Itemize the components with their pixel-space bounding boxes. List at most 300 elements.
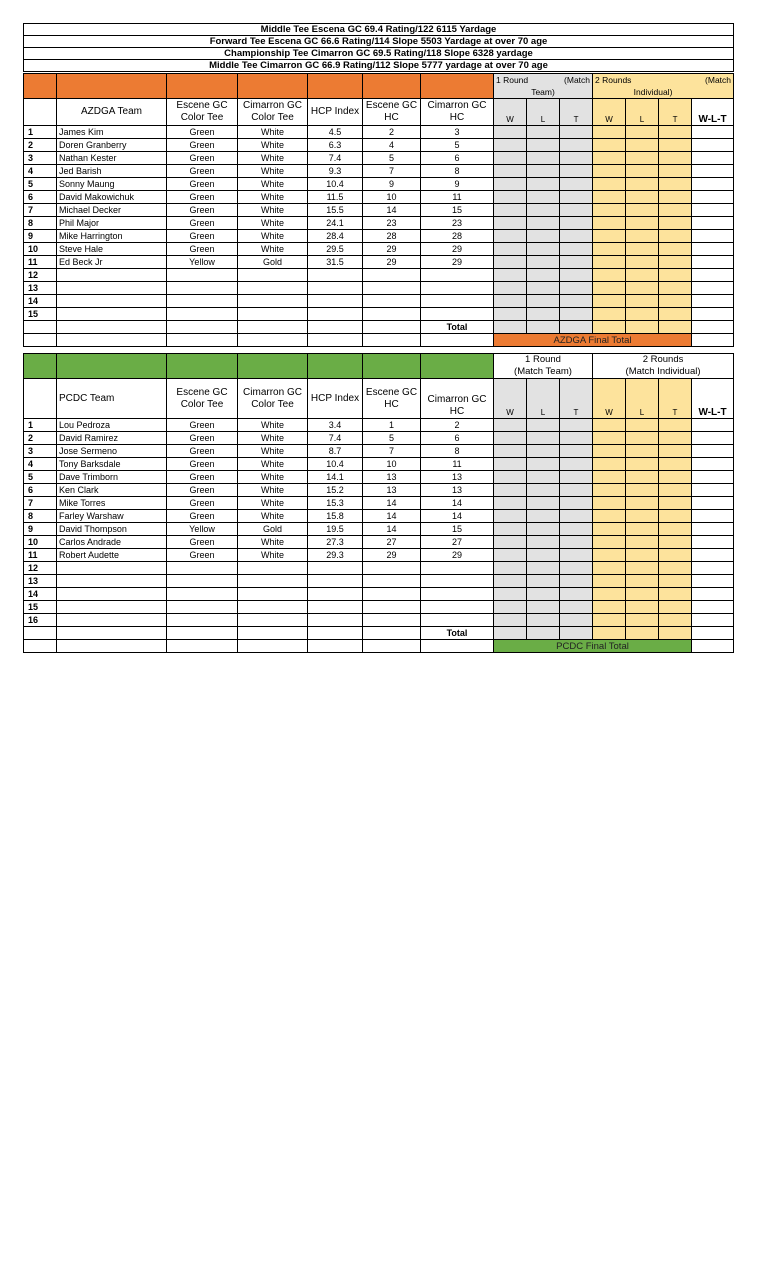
round2-l-cell[interactable]	[626, 282, 659, 295]
escena-hc: 14	[363, 204, 421, 217]
round1-w-cell[interactable]	[494, 165, 527, 178]
azdga-cimarron-hc-header: Cimarron GC HC	[421, 99, 494, 126]
pcdc-escena-hc-header: Escene GC HC	[363, 379, 421, 419]
round2-w-cell[interactable]	[593, 484, 626, 497]
round2-t-cell[interactable]	[659, 588, 692, 601]
player-number: 16	[24, 614, 57, 627]
player-number: 14	[24, 588, 57, 601]
wlt-cell[interactable]	[692, 139, 734, 152]
azdga-round1-label-a: 1 Round	[496, 75, 529, 85]
pcdc-total-cell[interactable]	[692, 627, 734, 640]
round1-l-cell[interactable]	[527, 282, 560, 295]
round2-w-cell[interactable]	[593, 295, 626, 308]
round2-t-cell[interactable]	[659, 139, 692, 152]
round2-t-cell[interactable]	[659, 217, 692, 230]
wlt-cell[interactable]	[692, 217, 734, 230]
round2-t-cell[interactable]	[659, 549, 692, 562]
round1-l-cell[interactable]	[527, 445, 560, 458]
round2-t-cell[interactable]	[659, 497, 692, 510]
round2-t-cell[interactable]	[659, 471, 692, 484]
round1-t-cell[interactable]	[560, 458, 593, 471]
round1-w-cell[interactable]	[494, 601, 527, 614]
round2-l-cell[interactable]	[626, 191, 659, 204]
wlt-cell[interactable]	[692, 536, 734, 549]
tee-info-line-3: Championship Tee Cimarron GC 69.5 Rating/118 Slope 6328 yardage	[24, 48, 734, 60]
round2-t-cell[interactable]	[659, 523, 692, 536]
pcdc-total-cell[interactable]	[527, 627, 560, 640]
round1-w-cell[interactable]	[494, 458, 527, 471]
wlt-cell[interactable]	[692, 562, 734, 575]
round2-t-cell[interactable]	[659, 204, 692, 217]
azdga-total-cell[interactable]	[560, 321, 593, 334]
hcp-index: 28.4	[308, 230, 363, 243]
round2-w-cell[interactable]	[593, 471, 626, 484]
pcdc-final-row-cell[interactable]	[692, 640, 734, 653]
azdga-total-cell[interactable]	[593, 321, 626, 334]
player-row	[24, 458, 734, 471]
round2-l-cell[interactable]	[626, 536, 659, 549]
escena-color-tee: Green	[167, 217, 238, 230]
player-row	[24, 243, 734, 256]
round1-w-cell[interactable]	[494, 549, 527, 562]
round1-w-cell[interactable]	[494, 204, 527, 217]
round2-t-cell[interactable]	[659, 614, 692, 627]
escena-color-tee	[167, 601, 238, 614]
round2-l-cell[interactable]	[626, 601, 659, 614]
round2-t-cell[interactable]	[659, 152, 692, 165]
round2-w-cell[interactable]	[593, 126, 626, 139]
round2-l-cell[interactable]	[626, 471, 659, 484]
round1-l-cell[interactable]	[527, 549, 560, 562]
cimarron-color-tee: White	[238, 178, 308, 191]
azdga-final-row-cell[interactable]	[692, 334, 734, 347]
round2-w-cell[interactable]	[593, 191, 626, 204]
escena-color-tee: Green	[167, 432, 238, 445]
player-name: Michael Decker	[57, 204, 167, 217]
round2-l-cell[interactable]	[626, 510, 659, 523]
escena-color-tee: Green	[167, 549, 238, 562]
azdga-total-cell[interactable]	[692, 321, 734, 334]
pcdc-total-cell[interactable]	[626, 627, 659, 640]
round2-t-cell[interactable]	[659, 458, 692, 471]
round1-t-cell[interactable]	[560, 269, 593, 282]
hcp-index: 7.4	[308, 152, 363, 165]
round1-w-cell[interactable]	[494, 126, 527, 139]
azdga-round2-label-c: Individual)	[633, 87, 673, 97]
round2-w-cell[interactable]	[593, 588, 626, 601]
azdga-total-cell[interactable]	[494, 321, 527, 334]
azdga-total-row-cell	[238, 321, 308, 334]
player-name: Ken Clark	[57, 484, 167, 497]
round1-w-cell[interactable]	[494, 152, 527, 165]
pcdc-total-row-cell	[24, 627, 57, 640]
hcp-index: 7.4	[308, 432, 363, 445]
round1-l-cell[interactable]	[527, 484, 560, 497]
round2-w-cell[interactable]	[593, 178, 626, 191]
pcdc-total-cell[interactable]	[593, 627, 626, 640]
cimarron-color-tee: White	[238, 471, 308, 484]
round2-l-cell[interactable]	[626, 549, 659, 562]
pcdc-final-row-cell	[57, 640, 167, 653]
wlt-cell[interactable]	[692, 295, 734, 308]
pcdc-total-cell[interactable]	[560, 627, 593, 640]
round2-t-cell[interactable]	[659, 601, 692, 614]
round2-t-cell[interactable]	[659, 562, 692, 575]
round2-l-cell[interactable]	[626, 152, 659, 165]
round1-l-cell[interactable]	[527, 601, 560, 614]
escena-hc: 5	[363, 432, 421, 445]
cimarron-hc: 15	[421, 523, 494, 536]
cimarron-color-tee	[238, 295, 308, 308]
wlt-cell[interactable]	[692, 484, 734, 497]
wlt-cell[interactable]	[692, 152, 734, 165]
round1-l-cell[interactable]	[527, 139, 560, 152]
round2-t-cell[interactable]	[659, 510, 692, 523]
round2-w-cell[interactable]	[593, 419, 626, 432]
round2-l-cell[interactable]	[626, 126, 659, 139]
round1-w-cell[interactable]	[494, 419, 527, 432]
round1-t-cell[interactable]	[560, 601, 593, 614]
round1-w-cell[interactable]	[494, 269, 527, 282]
player-row	[24, 575, 734, 588]
wlt-cell[interactable]	[692, 549, 734, 562]
round1-w-cell[interactable]	[494, 178, 527, 191]
round2-t-cell[interactable]	[659, 126, 692, 139]
round1-t-cell[interactable]	[560, 432, 593, 445]
round2-l-cell[interactable]	[626, 458, 659, 471]
round1-t-cell[interactable]	[560, 419, 593, 432]
round1-t-cell[interactable]	[560, 243, 593, 256]
round2-t-cell[interactable]	[659, 484, 692, 497]
round1-t-cell[interactable]	[560, 575, 593, 588]
round2-t-cell[interactable]	[659, 165, 692, 178]
round2-t-cell[interactable]	[659, 432, 692, 445]
round1-l-cell[interactable]	[527, 243, 560, 256]
round2-l-cell[interactable]	[626, 432, 659, 445]
round1-l-cell[interactable]	[527, 269, 560, 282]
round2-w-cell[interactable]	[593, 562, 626, 575]
round2-l-cell[interactable]	[626, 614, 659, 627]
round1-w-cell[interactable]	[494, 256, 527, 269]
round2-w-cell[interactable]	[593, 510, 626, 523]
round1-w-cell[interactable]	[494, 510, 527, 523]
round2-w-cell[interactable]	[593, 152, 626, 165]
round2-l-cell[interactable]	[626, 230, 659, 243]
round1-l-cell[interactable]	[527, 458, 560, 471]
round1-t-cell[interactable]	[560, 178, 593, 191]
round1-l-cell[interactable]	[527, 256, 560, 269]
round2-t-cell[interactable]	[659, 191, 692, 204]
wlt-cell[interactable]	[692, 308, 734, 321]
round1-w-cell[interactable]	[494, 523, 527, 536]
round1-w-cell[interactable]	[494, 191, 527, 204]
round1-l-cell[interactable]	[527, 497, 560, 510]
wlt-cell[interactable]	[692, 282, 734, 295]
round1-w-cell[interactable]	[494, 536, 527, 549]
round1-l-cell[interactable]	[527, 230, 560, 243]
round2-w-cell[interactable]	[593, 432, 626, 445]
azdga-total-cell[interactable]	[527, 321, 560, 334]
wlt-cell[interactable]	[692, 588, 734, 601]
round2-w-cell[interactable]	[593, 217, 626, 230]
round1-l-cell[interactable]	[527, 295, 560, 308]
round1-l-cell[interactable]	[527, 536, 560, 549]
round1-l-cell[interactable]	[527, 217, 560, 230]
round1-t-cell[interactable]	[560, 523, 593, 536]
round1-t-cell[interactable]	[560, 549, 593, 562]
round1-w-cell[interactable]	[494, 230, 527, 243]
round2-t-cell[interactable]	[659, 419, 692, 432]
round2-w-cell[interactable]	[593, 549, 626, 562]
round1-l-cell[interactable]	[527, 308, 560, 321]
pcdc-total-cell[interactable]	[494, 627, 527, 640]
cimarron-hc: 27	[421, 536, 494, 549]
round1-l-cell[interactable]	[527, 575, 560, 588]
round2-w-cell[interactable]	[593, 601, 626, 614]
round1-w-cell[interactable]	[494, 217, 527, 230]
round2-w-cell[interactable]	[593, 282, 626, 295]
escena-color-tee: Green	[167, 419, 238, 432]
round1-t-cell[interactable]	[560, 536, 593, 549]
azdga-total-cell[interactable]	[659, 321, 692, 334]
round2-w-cell[interactable]	[593, 536, 626, 549]
round2-l-cell[interactable]	[626, 165, 659, 178]
player-name: Ed Beck Jr	[57, 256, 167, 269]
wlt-cell[interactable]	[692, 614, 734, 627]
player-name	[57, 269, 167, 282]
player-number: 1	[24, 419, 57, 432]
azdga-final-row-cell	[238, 334, 308, 347]
wlt-cell[interactable]	[692, 510, 734, 523]
round2-l-cell[interactable]	[626, 243, 659, 256]
wlt-cell[interactable]	[692, 432, 734, 445]
round2-t-cell[interactable]	[659, 230, 692, 243]
round1-t-cell[interactable]	[560, 562, 593, 575]
azdga-total-cell[interactable]	[626, 321, 659, 334]
round2-l-cell[interactable]	[626, 484, 659, 497]
round2-w-cell[interactable]	[593, 204, 626, 217]
escena-color-tee: Green	[167, 484, 238, 497]
round1-t-cell[interactable]	[560, 484, 593, 497]
wlt-cell[interactable]	[692, 269, 734, 282]
wlt-cell[interactable]	[692, 601, 734, 614]
round1-t-cell[interactable]	[560, 614, 593, 627]
wlt-cell[interactable]	[692, 243, 734, 256]
azdga-final-row-cell	[363, 334, 421, 347]
round2-t-cell[interactable]	[659, 178, 692, 191]
round2-l-cell[interactable]	[626, 419, 659, 432]
azdga-escena-hc-header: Escene GC HC	[363, 99, 421, 126]
cimarron-hc: 14	[421, 497, 494, 510]
wlt-cell[interactable]	[692, 523, 734, 536]
round2-l-cell[interactable]	[626, 269, 659, 282]
round2-l-cell[interactable]	[626, 178, 659, 191]
round1-l-cell[interactable]	[527, 432, 560, 445]
round1-w-cell[interactable]	[494, 282, 527, 295]
round1-w-cell[interactable]	[494, 588, 527, 601]
escena-color-tee: Green	[167, 445, 238, 458]
round1-l-cell[interactable]	[527, 614, 560, 627]
pcdc-escena-tee-header: Escene GC Color Tee	[167, 379, 238, 419]
round1-t-cell[interactable]	[560, 126, 593, 139]
round1-t-cell[interactable]	[560, 152, 593, 165]
round1-t-cell[interactable]	[560, 282, 593, 295]
round2-t-cell[interactable]	[659, 295, 692, 308]
round2-t-cell[interactable]	[659, 445, 692, 458]
round1-t-cell[interactable]	[560, 139, 593, 152]
round2-l-cell[interactable]	[626, 204, 659, 217]
round2-w-cell[interactable]	[593, 445, 626, 458]
round2-w-cell[interactable]	[593, 458, 626, 471]
round1-w-cell[interactable]	[494, 471, 527, 484]
player-row	[24, 178, 734, 191]
round1-l-cell[interactable]	[527, 165, 560, 178]
round2-l-cell[interactable]	[626, 139, 659, 152]
round1-t-cell[interactable]	[560, 217, 593, 230]
round1-w-cell[interactable]	[494, 139, 527, 152]
round1-l-cell[interactable]	[527, 191, 560, 204]
round1-l-cell[interactable]	[527, 178, 560, 191]
round1-l-cell[interactable]	[527, 204, 560, 217]
hcp-index	[308, 295, 363, 308]
round1-t-cell[interactable]	[560, 165, 593, 178]
pcdc-r2-t-header: T	[659, 379, 692, 419]
pcdc-total-cell[interactable]	[659, 627, 692, 640]
round2-l-cell[interactable]	[626, 562, 659, 575]
round2-t-cell[interactable]	[659, 575, 692, 588]
round2-w-cell[interactable]	[593, 523, 626, 536]
round1-l-cell[interactable]	[527, 126, 560, 139]
wlt-cell[interactable]	[692, 497, 734, 510]
round1-l-cell[interactable]	[527, 419, 560, 432]
wlt-cell[interactable]	[692, 191, 734, 204]
pcdc-wlt-header: W-L-T	[692, 379, 734, 419]
round2-l-cell[interactable]	[626, 575, 659, 588]
azdga-round1-label-c: Team)	[531, 87, 555, 97]
wlt-cell[interactable]	[692, 230, 734, 243]
round1-l-cell[interactable]	[527, 562, 560, 575]
round1-t-cell[interactable]	[560, 588, 593, 601]
round2-t-cell[interactable]	[659, 282, 692, 295]
hcp-index: 15.2	[308, 484, 363, 497]
wlt-cell[interactable]	[692, 178, 734, 191]
round1-w-cell[interactable]	[494, 445, 527, 458]
round1-t-cell[interactable]	[560, 295, 593, 308]
wlt-cell[interactable]	[692, 445, 734, 458]
round2-l-cell[interactable]	[626, 445, 659, 458]
cimarron-color-tee: White	[238, 432, 308, 445]
wlt-cell[interactable]	[692, 419, 734, 432]
round1-l-cell[interactable]	[527, 152, 560, 165]
round2-l-cell[interactable]	[626, 523, 659, 536]
round2-t-cell[interactable]	[659, 536, 692, 549]
round1-t-cell[interactable]	[560, 308, 593, 321]
player-number: 15	[24, 601, 57, 614]
round1-t-cell[interactable]	[560, 471, 593, 484]
round1-t-cell[interactable]	[560, 256, 593, 269]
wlt-cell[interactable]	[692, 471, 734, 484]
round1-t-cell[interactable]	[560, 191, 593, 204]
escena-hc: 7	[363, 445, 421, 458]
round1-w-cell[interactable]	[494, 562, 527, 575]
wlt-cell[interactable]	[692, 204, 734, 217]
wlt-cell[interactable]	[692, 126, 734, 139]
round2-w-cell[interactable]	[593, 269, 626, 282]
round2-l-cell[interactable]	[626, 217, 659, 230]
round2-l-cell[interactable]	[626, 256, 659, 269]
round2-w-cell[interactable]	[593, 139, 626, 152]
round2-l-cell[interactable]	[626, 308, 659, 321]
pcdc-total-row-cell	[308, 627, 363, 640]
round1-l-cell[interactable]	[527, 588, 560, 601]
player-number: 5	[24, 178, 57, 191]
player-name	[57, 295, 167, 308]
round2-w-cell[interactable]	[593, 165, 626, 178]
player-row	[24, 601, 734, 614]
round1-w-cell[interactable]	[494, 295, 527, 308]
hcp-index: 9.3	[308, 165, 363, 178]
round1-t-cell[interactable]	[560, 510, 593, 523]
round2-w-cell[interactable]	[593, 308, 626, 321]
round1-w-cell[interactable]	[494, 243, 527, 256]
round1-w-cell[interactable]	[494, 308, 527, 321]
player-name: Mike Torres	[57, 497, 167, 510]
round1-w-cell[interactable]	[494, 484, 527, 497]
escena-color-tee	[167, 308, 238, 321]
round1-l-cell[interactable]	[527, 523, 560, 536]
pcdc-final-row-cell	[363, 640, 421, 653]
wlt-cell[interactable]	[692, 575, 734, 588]
cimarron-color-tee: White	[238, 458, 308, 471]
round2-t-cell[interactable]	[659, 308, 692, 321]
player-name: James Kim	[57, 126, 167, 139]
round1-t-cell[interactable]	[560, 230, 593, 243]
round2-t-cell[interactable]	[659, 256, 692, 269]
hcp-index: 10.4	[308, 458, 363, 471]
wlt-cell[interactable]	[692, 256, 734, 269]
round1-t-cell[interactable]	[560, 497, 593, 510]
round1-l-cell[interactable]	[527, 510, 560, 523]
round2-w-cell[interactable]	[593, 230, 626, 243]
round2-w-cell[interactable]	[593, 614, 626, 627]
round2-w-cell[interactable]	[593, 497, 626, 510]
wlt-cell[interactable]	[692, 165, 734, 178]
round1-t-cell[interactable]	[560, 445, 593, 458]
round1-t-cell[interactable]	[560, 204, 593, 217]
round2-t-cell[interactable]	[659, 269, 692, 282]
pcdc-final-row-cell	[421, 640, 494, 653]
round2-l-cell[interactable]	[626, 588, 659, 601]
escena-hc	[363, 588, 421, 601]
round1-w-cell[interactable]	[494, 432, 527, 445]
round1-l-cell[interactable]	[527, 471, 560, 484]
tee-info-line-2: Forward Tee Escena GC 66.6 Rating/114 Slope 5503 Yardage at over 70 age	[24, 36, 734, 48]
round2-t-cell[interactable]	[659, 243, 692, 256]
round2-w-cell[interactable]	[593, 575, 626, 588]
round2-w-cell[interactable]	[593, 243, 626, 256]
wlt-cell[interactable]	[692, 458, 734, 471]
escena-color-tee	[167, 282, 238, 295]
round1-w-cell[interactable]	[494, 497, 527, 510]
round2-l-cell[interactable]	[626, 497, 659, 510]
azdga-round2-label-b: (Match	[705, 75, 732, 85]
round1-w-cell[interactable]	[494, 614, 527, 627]
round2-l-cell[interactable]	[626, 295, 659, 308]
round1-w-cell[interactable]	[494, 575, 527, 588]
player-number: 13	[24, 575, 57, 588]
player-row	[24, 204, 734, 217]
round2-w-cell[interactable]	[593, 256, 626, 269]
